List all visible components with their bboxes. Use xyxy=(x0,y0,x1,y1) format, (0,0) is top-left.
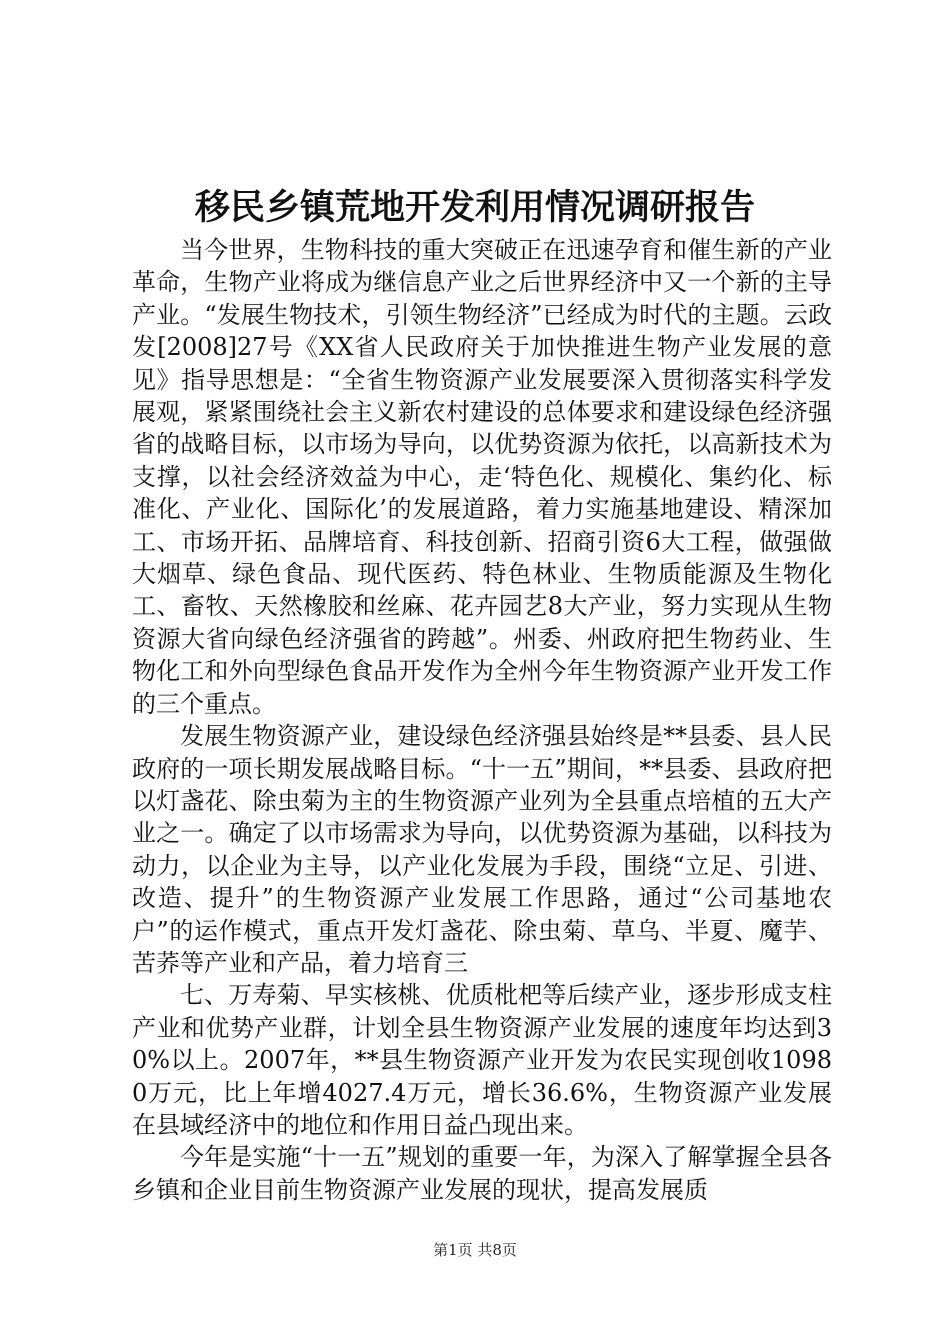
document-body xyxy=(132,234,832,1206)
paragraph-3: 七、万寿菊、早实核桃、优质枇杷等后续产业，逐步形成支柱产业和优势产业群，计划全县生物资源产业发展的速度年均达到30%以上。2007年，**县生物资源产业开发为农民实现创收10980万元，比上年增4027.4万元，增长36.6%，生物资源产业发展在县域经济中的地位和作用日益凸现出来。 xyxy=(132,981,832,1139)
paragraph-2: 发展生物资源产业，建设绿色经济强县始终是**县委、县人民政府的一项长期发展战略目标。“十一五”期间，**县委、县政府把以灯盏花、除虫菊为主的生物资源产业列为全县重点培植的五大产业之一。确定了以市场需求为导向，以优势资源为基础，以科技为动力，以企业为主导，以产业化发展为手段，围绕“立足、引进、改造、提升”的生物资源产业发展工作思路，通过“公司基地农户”的运作模式，重点开发灯盏花、除虫菊、草乌、半夏、魔芋、苦荞等产业和产品，着力培育三 xyxy=(132,722,832,977)
paragraph-4: 今年是实施“十一五”规划的重要一年，为深入了解掌握全县各乡镇和企业目前生物资源产业发展的现状，提高发展质 xyxy=(132,1143,832,1204)
paragraph-1: 当今世界，生物科技的重大突破正在迅速孕育和催生新的产业革命，生物产业将成为继信息产业之后世界经济中又一个新的主导产业。“发展生物技术，引领生物经济”已经成为时代的主题。云政发[2008]27号《XX省人民政府关于加快推进生物产业发展的意见》指导思想是：“全省生物资源产业发展要深入贯彻落实科学发展观，紧紧围绕社会主义新农村建设的总体要求和建设绿色经济强省的战略目标，以市场为导向，以优势资源为依托，以高新技术为支撑，以社会经济效益为中心，走‘特色化、规模化、集约化、标准化、产业化、国际化’的发展道路，着力实施基地建设、精深加工、市场开拓、品牌培育、科技创新、招商引资6大工程，做强做大烟草、绿色食品、现代医药、特色林业、生物质能源及生物化工、畜牧、天然橡胶和丝麻、花卉园艺8大产业，努力实现从生物资源大省向绿色经济强省的跨越”。州委、州政府把生物药业、生物化工和外向型绿色食品开发作为全州今年生物资源产业开发工作的三个重点。 xyxy=(132,236,832,718)
document-title: 移民乡镇荒地开发利用情况调研报告 xyxy=(194,187,755,228)
page-number-footer: 第1页 共8页 xyxy=(433,1241,517,1259)
